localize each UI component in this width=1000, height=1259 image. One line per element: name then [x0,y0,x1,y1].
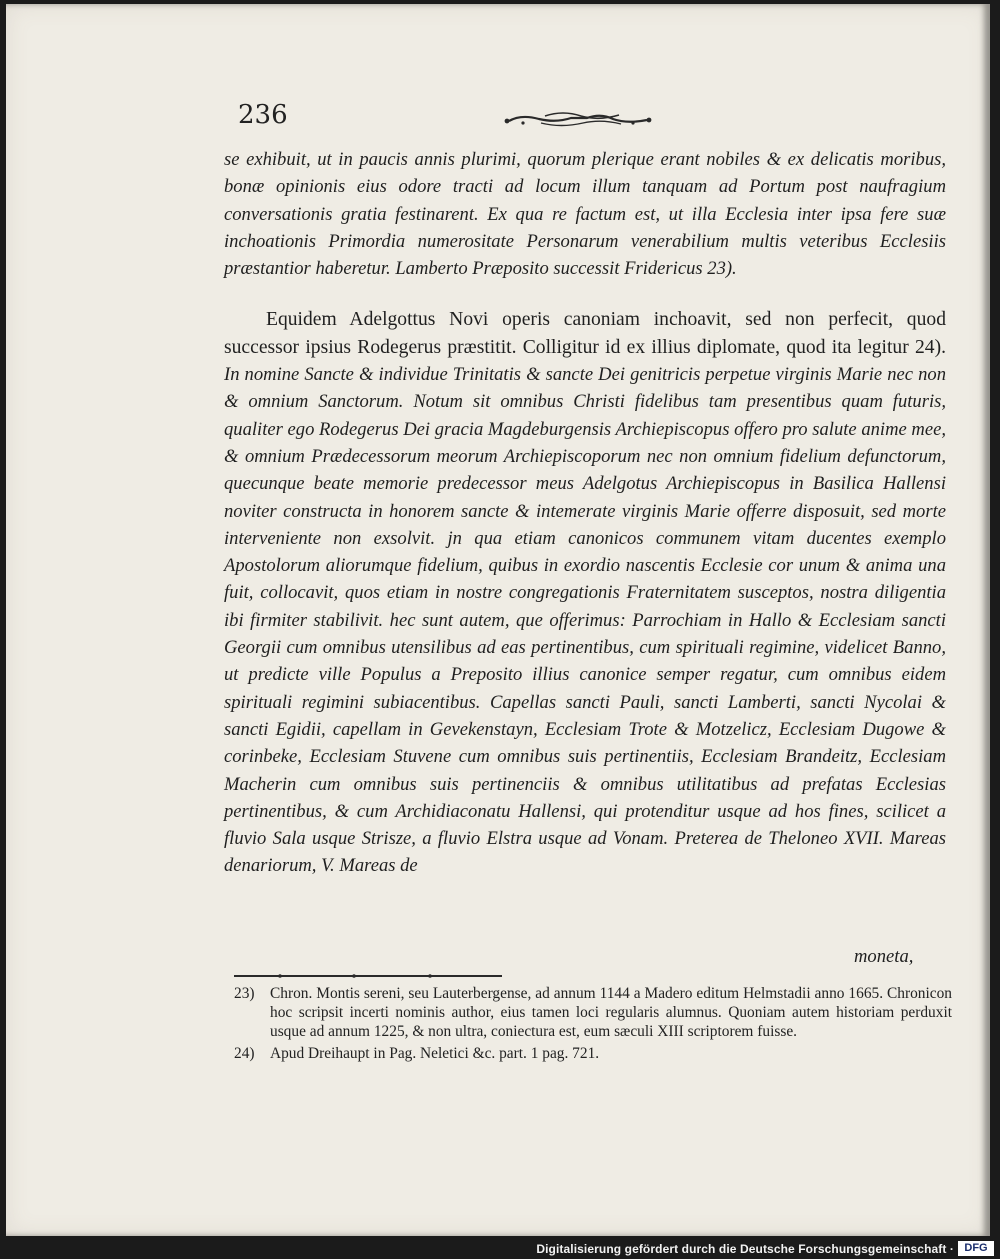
footnote-number: 24) [234,1044,255,1062]
footnote-23 [234,984,952,1042]
page-number: 236 [238,100,288,130]
footnote-text: Chron. Montis sereni, seu Lauterbergense, ad annum 1144 a Madero editum Helmstadii anno 1665. Chronicon hoc scripsit incerti nominis author, eius tamen loci regularis alumnus. Quoniam autem historiam perduxit usque ad annum 1225, & non ultra, coniectura est, eum sæculi XIII scriptorem fuisse. [270,985,952,1041]
footnote-rule [234,972,502,980]
footnote-text: Apud Dreihaupt in Pag. Neletici &c. part. 1 pag. 721. [270,1044,600,1062]
text-segment: se exhibuit, ut in paucis annis plurimi, quorum plerique erant nobiles & ex delicatis moribus, bonæ opinionis eius odore tracti ad locum illum tanquam ad Portum post naufragium conversationis gratia festinarent. Ex qua re factum est, ut illa Ecclesia inter ipsa fere suæ inchoationis Primordia numerositate Personarum venerabilium multis veteribus Ecclesiis præstantior haberetur. Lamberto Præposito successit Fridericus 23). [224,149,946,280]
book-page [6,4,990,1236]
paragraph-2 [224,306,946,879]
body-text [224,146,946,880]
dfg-logo: DFG [958,1241,994,1256]
footnote-number: 23) [234,985,255,1002]
paragraph-1 [224,146,946,282]
text-segment-italic: In nomine Sancte & individue Trinitatis & sancte Dei genitricis perpetue virginis Marie nec non & omnium Sanctorum. Notum sit omnibus Christi fidelibus tam presentibus quam futuris, qualiter ego Rodegerus Dei gracia Magdeburgensis Archiepiscopus offero pro salute anime mee, & omnium Prædecessorum meorum Archiepiscoporum nec non omnium fidelium defunctorum, quecunque beate memorie predecessor meus Adelgotus Archiepiscopus in Basilica Hallensi noviter constructa in honorem sancte & intemerate virginis Marie offerre disposuit, sed morte interveniente non exsolvit. jn qua etiam canonicos communem vitam ducentes exemplo Apostolorum aliorumque fidelium, quibus in exordio nascentis Ecclesie cor unum & anima una fuit, collocavit, quos etiam in nostre congregationis Fraternitatem susceptos, nostra diligentia ibi firmiter stabilivit. hec sunt autem, que offerimus: Parrochiam in Hallo & Ecclesiam sancti Georgii cum omnibus utensilibus ad eas pertinentibus, cum spirituali regimine, videlicet Banno, ut predicte ville Populus a Preposito illius canonice semper regatur, cum omnibus eidem spirituali regimini subiacentibus. Capellas sancti Pauli, sancti Lamberti, sancti Nycolai & sancti Egidii, capellam in Gevekenstayn, Ecclesiam Trote & Motzelicz, Ecclesiam Dugowe & corinbeke, Ecclesiam Stuvene cum omnibus suis pertinentiis, Ecclesiam Brandeitz, Ecclesiam Macherin cum omnibus suis pertinenciis & omnibus utilitatibus ad prefatas Ecclesias pertinentibus, & cum Archidiaconatu Hallensi, qui protenditur usque ad hos fines, scilicet a fluvio Sala usque Strisze, a fluvio Elstra usque ad Vonam. Preterea de Theloneo XVII. Mareas denariorum, V. Mareas de [224,364,946,877]
digitization-credit: Digitalisierung gefördert durch die Deutsche Forschungsgemeinschaft · [536,1242,954,1256]
ornament-icon [501,104,656,134]
footnotes [234,984,952,1063]
footnote-24 [234,1044,952,1063]
catchword: moneta, [854,946,914,967]
text-segment: Equidem Adelgottus Novi operis canoniam inchoavit, sed non perfecit, quod successor ipsius Rodegerus præstitit. Colligitur id ex illius diplomate, quod ita legitur 24). [224,309,946,358]
